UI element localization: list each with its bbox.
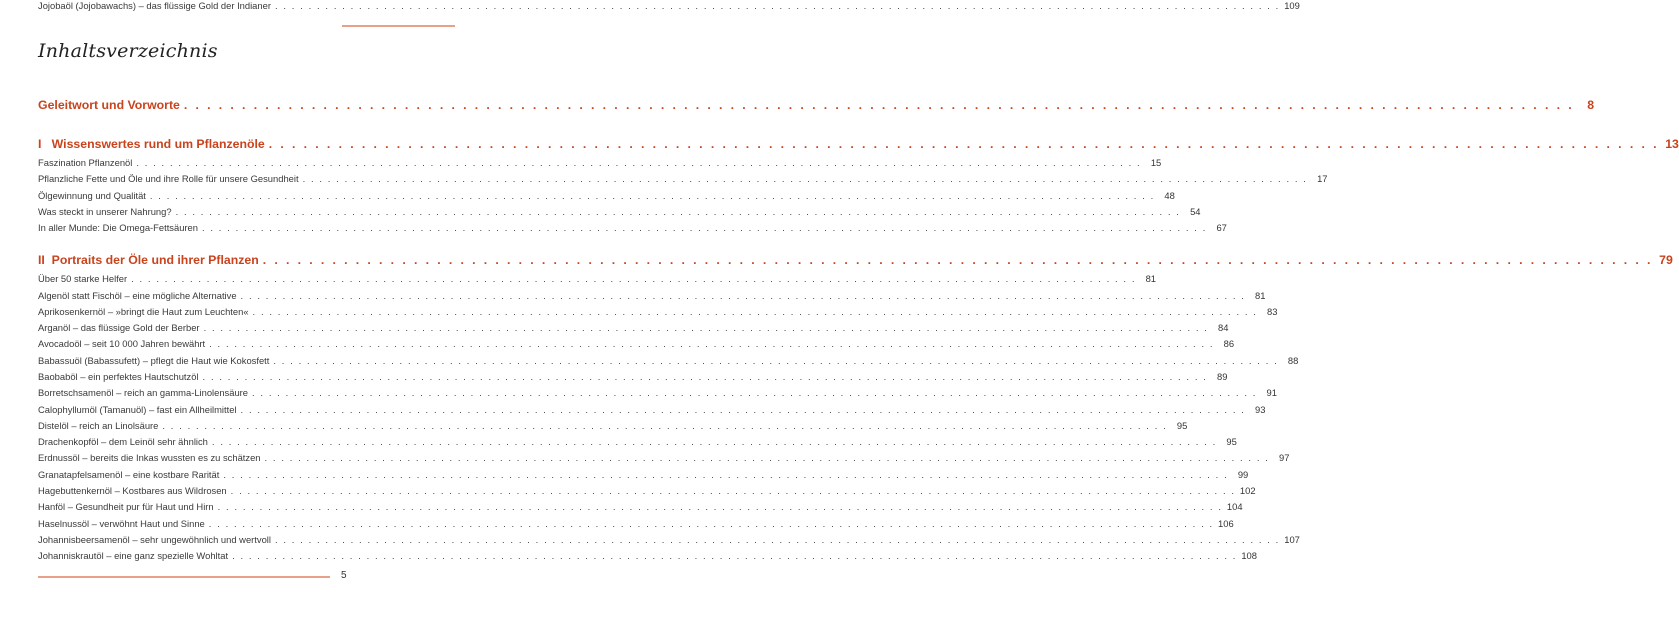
toc-entry[interactable] <box>38 290 1266 301</box>
toc-entry[interactable] <box>38 273 1157 284</box>
toc-entry-label: Ölgewinnung und Qualität <box>38 190 146 201</box>
toc-entry-page: 83 <box>1267 306 1278 317</box>
toc-entry-page: 108 <box>1241 550 1257 561</box>
toc-entry-label: Granatapfelsamenöl – eine kostbare Rarität <box>38 469 220 480</box>
toc-entry-page: 79 <box>1659 253 1673 267</box>
dot-leader: . . . . . . . . . . . . . . . . . . . . . . . . . . . . . . . . . . . . . . . . . . . . . . . . . . . . . . . . . . . . . . . . . . . . . . . . . . . . . . . . . . . . . . . . . . . . . . . . . . . . . . . . . . . . . . . . . . . . . . . . <box>201 222 1207 233</box>
toc-section[interactable] <box>38 253 1673 267</box>
bottom-rule <box>38 576 330 578</box>
toc-entry-label: In aller Munde: Die Omega-Fettsäuren <box>38 222 198 233</box>
toc-entry[interactable] <box>38 469 1249 480</box>
toc-entry-page: 81 <box>1255 290 1266 301</box>
toc-entry[interactable] <box>38 306 1278 317</box>
toc-entry-label: Borretschsamenöl – reich an gamma-Linolensäure <box>38 387 249 398</box>
dot-leader: . . . . . . . . . . . . . . . . . . . . . . . . . . . . . . . . . . . . . . . . . . . . . . . . . . . . . . . . . . . . . . . . . . . . . . . . . . . . . . . . . . . . . . . . . . . . . . . . . . . . . . . . . . . . . . . . . . . . . . . . <box>252 387 1257 398</box>
toc-entry-label: Was steckt in unserer Nahrung? <box>38 206 172 217</box>
toc-entry[interactable] <box>38 387 1277 398</box>
toc-entry-label: I Wissenswertes rund um Pflanzenöle <box>38 137 265 151</box>
dot-leader: . . . . . . . . . . . . . . . . . . . . . . . . . . . . . . . . . . . . . . . . . . . . . . . . . . . . . . . . . . . . . . . . . . . . . . . . . . . . . . . . . . . . . . . . . . . . . . . . . . . . . . . . . . . . . . . . . . . . . . . . <box>175 206 1181 217</box>
dot-leader: . . . . . . . . . . . . . . . . . . . . . . . . . . . . . . . . . . . . . . . . . . . . . . . . . . . . . . . . . . . . . . . . . . . . . . . . . . . . . . . . . . . . . . . . . . . . . . . . . . . . . . . . . . . . . . . . . . . . . . . . <box>211 436 1217 447</box>
dot-leader: . . . . . . . . . . . . . . . . . . . . . . . . . . . . . . . . . . . . . . . . . . . . . . . . . . . . . . . . . . . . . . . . . . . . . . . . . . . . . . . . . . . . . . . . . . . . . . . . . . . . . . . . . . . . . . . . . . . . . . . . <box>136 157 1142 168</box>
page-title: Inhaltsverzeichnis <box>38 40 218 62</box>
toc-entry[interactable] <box>38 518 1234 529</box>
toc-entry[interactable] <box>38 355 1299 366</box>
toc-entry-page: 95 <box>1226 436 1237 447</box>
toc-entry-label: Erdnussöl – bereits die Inkas wussten es zu schätzen <box>38 452 261 463</box>
toc-entry[interactable] <box>38 157 1162 168</box>
toc-entry-label: Distelöl – reich an Linolsäure <box>38 420 159 431</box>
toc-entry-page: 13 <box>1665 137 1679 151</box>
toc-entry[interactable] <box>38 371 1228 382</box>
dot-leader: . . . . . . . . . . . . . . . . . . . . . . . . . . . . . . . . . . . . . . . . . . . . . . . . . . . . . . . . . . . . . . . . . . . . . . . . . . . . . . . . . . . . . . . . . . . . . . . . . . . . . . . . . . . . . . . . . . . . . . . . <box>274 0 1280 11</box>
toc-entry-label: Geleitwort und Vorworte <box>38 98 180 112</box>
dot-leader: . . . . . . . . . . . . . . . . . . . . . . . . . . . . . . . . . . . . . . . . . . . . . . . . . . . . . . . . . . . . . . . . . . . . . . . . . . . . . . . . . . . . . . . . . . . . . . . . . . . . . . . . . . . . . . . . . . . . . . . . <box>209 338 1215 349</box>
dot-leader: . . . . . . . . . . . . . . . . . . . . . . . . . . . . . . . . . . . . . . . . . . . . . . . . . . . . . . . . . . . . . . . . . . . . . . . . . . . . . . . . . . . . . . . . . . . . . . . . . . . . . . . . . . . . . . . . . . . . . . . . <box>273 355 1279 366</box>
toc-entry-label: Calophyllumöl (Tamanuöl) – fast ein Allheilmittel <box>38 404 237 415</box>
toc-entry-label: II Portraits der Öle und ihrer Pflanzen <box>38 253 259 267</box>
toc-entry-page: 15 <box>1150 157 1162 168</box>
dot-leader: . . . . . . . . . . . . . . . . . . . . . . . . . . . . . . . . . . . . . . . . . . . . . . . . . . . . . . . . . . . . . . . . . . . . . . . . . . . . . . . . . . . . . . . . . . . . . . . . . . . . . . . . . . . . . . . . . . . . . . . . <box>203 322 1209 333</box>
toc-entry-page: 95 <box>1176 420 1188 431</box>
toc-entry[interactable] <box>38 436 1237 447</box>
toc-entry-page: 109 <box>1284 0 1300 11</box>
toc-entry-label: Arganöl – das flüssige Gold der Berber <box>38 322 200 333</box>
toc-entry-label: Johannisbeersamenöl – sehr ungewöhnlich und wertvoll <box>38 534 271 545</box>
toc-entry-label: Hagebuttenkernöl – Kostbares aus Wildrosen <box>38 485 227 496</box>
dot-leader: . . . . . . . . . . . . . . . . . . . . . . . . . . . . . . . . . . . . . . . . . . . . . . . . . . . . . . . . . . . . . . . . . . . . . . . . . . . . . . . . . . . . . . . . . . . . . . . . . . . . . . . . . . . . . . . . . . . . . . . . <box>252 306 1258 317</box>
toc-entry[interactable] <box>38 338 1235 349</box>
toc-entry-page: 107 <box>1284 534 1300 545</box>
toc-entry-page: 99 <box>1237 469 1249 480</box>
toc-entry-label: Über 50 starke Helfer <box>38 273 128 284</box>
dot-leader: . . . . . . . . . . . . . . . . . . . . . . . . . . . . . . . . . . . . . . . . . . . . . . . . . . . . . . . . . . . . . . . . . . . . . . . . . . . . . . . . . . . . . . . . . . . . . . . . . . . . . . . . . . . . . . . . . . . . . . . . <box>162 420 1168 431</box>
toc-entry-label: Pflanzliche Fette und Öle und ihre Rolle für unsere Gesundheit <box>38 173 299 184</box>
dot-leader: . . . . . . . . . . . . . . . . . . . . . . . . . . . . . . . . . . . . . . . . . . . . . . . . . . . . . . . . . . . . . . . . . . . . . . . . . . . . . . . . . . . . . . . . . . . . . . . . . . . . . . . . . . . . . . . . . . . . . . . . <box>223 469 1229 480</box>
toc-entry[interactable] <box>38 190 1175 201</box>
toc-entry-page: 102 <box>1239 485 1256 496</box>
toc-entry-label: Hanföl – Gesundheit pur für Haut und Hirn <box>38 501 214 512</box>
toc-entry[interactable] <box>38 173 1328 184</box>
toc-entry[interactable] <box>38 550 1257 561</box>
toc-entry-label: Babassuöl (Babassufett) – pflegt die Haut wie Kokosfett <box>38 355 270 366</box>
toc-entry[interactable] <box>38 452 1290 463</box>
dot-leader: . . . . . . . . . . . . . . . . . . . . . . . . . . . . . . . . . . . . . . . . . . . . . . . . . . . . . . . . . . . . . . . . . . . . . . . . . . . . . . . . . . . . . . . . . . . . . . . . . . . . . . . . . . . . . . . . . . . . . . . . <box>302 173 1308 184</box>
toc-entry-label: Aprikosenkernöl – »bringt die Haut zum Leuchten« <box>38 306 249 317</box>
toc-entry[interactable] <box>38 485 1256 496</box>
dot-leader: . . . . . . . . . . . . . . . . . . . . . . . . . . . . . . . . . . . . . . . . . . . . . . . . . . . . . . . . . . . . . . . . . . . . . . . . . . . . . . . . . . . . . . . . . . . . . . . . . . . . . . . . . . . . . . . . . . . . . . . . <box>264 452 1270 463</box>
dot-leader: . . . . . . . . . . . . . . . . . . . . . . . . . . . . . . . . . . . . . . . . . . . . . . . . . . . . . . . . . . . . . . . . . . . . . . . . . . . . . . . . . . . . . . . . . . . . . . . . . . . . . . . . . . . . . . . . . . . . . . . . <box>274 534 1280 545</box>
toc-entry-label: Avocadoöl – seit 10 000 Jahren bewährt <box>38 338 206 349</box>
toc-entry-page: 86 <box>1223 338 1235 349</box>
toc-entry-page: 91 <box>1266 387 1277 398</box>
toc-entry-page: 97 <box>1279 452 1290 463</box>
toc-entry-label: Jojobaöl (Jojobawachs) – das flüssige Gold der Indianer <box>38 0 271 11</box>
toc-entry[interactable] <box>38 404 1266 415</box>
toc-entry-page: 17 <box>1317 173 1328 184</box>
toc-entry[interactable] <box>38 0 1300 11</box>
toc-entry-label: Baobaböl – ein perfektes Hautschutzöl <box>38 371 199 382</box>
toc-section[interactable] <box>38 98 1595 112</box>
toc-entry-page: 8 <box>1587 98 1595 112</box>
toc-entry[interactable] <box>38 322 1229 333</box>
dot-leader: . . . . . . . . . . . . . . . . . . . . . . . . . . . . . . . . . . . . . . . . . . . . . . . . . . . . . . . . . . . . . . . . . . . . . . . . . . . . . . . . . . . . . . . . . . . . . . . . . . . . . . . . . . . . . . . . . . . . . . . . <box>183 98 1575 112</box>
toc-entry-page: 48 <box>1164 190 1175 201</box>
dot-leader: . . . . . . . . . . . . . . . . . . . . . . . . . . . . . . . . . . . . . . . . . . . . . . . . . . . . . . . . . . . . . . . . . . . . . . . . . . . . . . . . . . . . . . . . . . . . . . . . . . . . . . . . . . . . . . . . . . . . . . . . <box>232 550 1237 561</box>
toc-entry-label: Haselnussöl – verwöhnt Haut und Sinne <box>38 518 205 529</box>
toc-entry-label: Faszination Pflanzenöl <box>38 157 133 168</box>
page-number: 5 <box>341 570 347 581</box>
toc-entry-page: 81 <box>1145 273 1157 284</box>
toc-entry-label: Drachenkopföl – dem Leinöl sehr ähnlich <box>38 436 208 447</box>
toc-entry-label: Algenöl statt Fischöl – eine mögliche Alternative <box>38 290 237 301</box>
dot-leader: . . . . . . . . . . . . . . . . . . . . . . . . . . . . . . . . . . . . . . . . . . . . . . . . . . . . . . . . . . . . . . . . . . . . . . . . . . . . . . . . . . . . . . . . . . . . . . . . . . . . . . . . . . . . . . . . . . . . . . . . <box>240 290 1246 301</box>
toc-section[interactable] <box>38 137 1679 151</box>
dot-leader: . . . . . . . . . . . . . . . . . . . . . . . . . . . . . . . . . . . . . . . . . . . . . . . . . . . . . . . . . . . . . . . . . . . . . . . . . . . . . . . . . . . . . . . . . . . . . . . . . . . . . . . . . . . . . . . . . . . . . . . . <box>131 273 1137 284</box>
toc-entry-page: 84 <box>1218 322 1229 333</box>
top-rule <box>342 25 455 27</box>
toc-entry[interactable] <box>38 222 1227 233</box>
toc-entry-page: 93 <box>1255 404 1266 415</box>
dot-leader: . . . . . . . . . . . . . . . . . . . . . . . . . . . . . . . . . . . . . . . . . . . . . . . . . . . . . . . . . . . . . . . . . . . . . . . . . . . . . . . . . . . . . . . . . . . . . . . . . . . . . . . . . . . . . . . . . . . . . . . . <box>262 253 1653 267</box>
dot-leader: . . . . . . . . . . . . . . . . . . . . . . . . . . . . . . . . . . . . . . . . . . . . . . . . . . . . . . . . . . . . . . . . . . . . . . . . . . . . . . . . . . . . . . . . . . . . . . . . . . . . . . . . . . . . . . . . . . . . . . . . <box>202 371 1208 382</box>
dot-leader: . . . . . . . . . . . . . . . . . . . . . . . . . . . . . . . . . . . . . . . . . . . . . . . . . . . . . . . . . . . . . . . . . . . . . . . . . . . . . . . . . . . . . . . . . . . . . . . . . . . . . . . . . . . . . . . . . . . . . . . . <box>149 190 1155 201</box>
toc-entry[interactable] <box>38 206 1201 217</box>
dot-leader: . . . . . . . . . . . . . . . . . . . . . . . . . . . . . . . . . . . . . . . . . . . . . . . . . . . . . . . . . . . . . . . . . . . . . . . . . . . . . . . . . . . . . . . . . . . . . . . . . . . . . . . . . . . . . . . . . . . . . . . . <box>208 518 1214 529</box>
dot-leader: . . . . . . . . . . . . . . . . . . . . . . . . . . . . . . . . . . . . . . . . . . . . . . . . . . . . . . . . . . . . . . . . . . . . . . . . . . . . . . . . . . . . . . . . . . . . . . . . . . . . . . . . . . . . . . . . . . . . . . . . <box>217 501 1223 512</box>
toc-entry[interactable] <box>38 534 1300 545</box>
toc-entry-page: 54 <box>1190 206 1201 217</box>
toc-entry[interactable] <box>38 501 1243 512</box>
toc-entry-page: 104 <box>1226 501 1243 512</box>
toc-entry-page: 67 <box>1216 222 1227 233</box>
toc-entry-page: 89 <box>1217 371 1228 382</box>
dot-leader: . . . . . . . . . . . . . . . . . . . . . . . . . . . . . . . . . . . . . . . . . . . . . . . . . . . . . . . . . . . . . . . . . . . . . . . . . . . . . . . . . . . . . . . . . . . . . . . . . . . . . . . . . . . . . . . . . . . . . . . . <box>268 137 1659 151</box>
toc-entry-page: 88 <box>1287 355 1299 366</box>
dot-leader: . . . . . . . . . . . . . . . . . . . . . . . . . . . . . . . . . . . . . . . . . . . . . . . . . . . . . . . . . . . . . . . . . . . . . . . . . . . . . . . . . . . . . . . . . . . . . . . . . . . . . . . . . . . . . . . . . . . . . . . . <box>240 404 1246 415</box>
dot-leader: . . . . . . . . . . . . . . . . . . . . . . . . . . . . . . . . . . . . . . . . . . . . . . . . . . . . . . . . . . . . . . . . . . . . . . . . . . . . . . . . . . . . . . . . . . . . . . . . . . . . . . . . . . . . . . . . . . . . . . . . <box>230 485 1236 496</box>
toc-entry-label: Johanniskrautöl – eine ganz spezielle Wohltat <box>38 550 229 561</box>
toc-entry-page: 106 <box>1218 518 1234 529</box>
toc-entry[interactable] <box>38 420 1188 431</box>
